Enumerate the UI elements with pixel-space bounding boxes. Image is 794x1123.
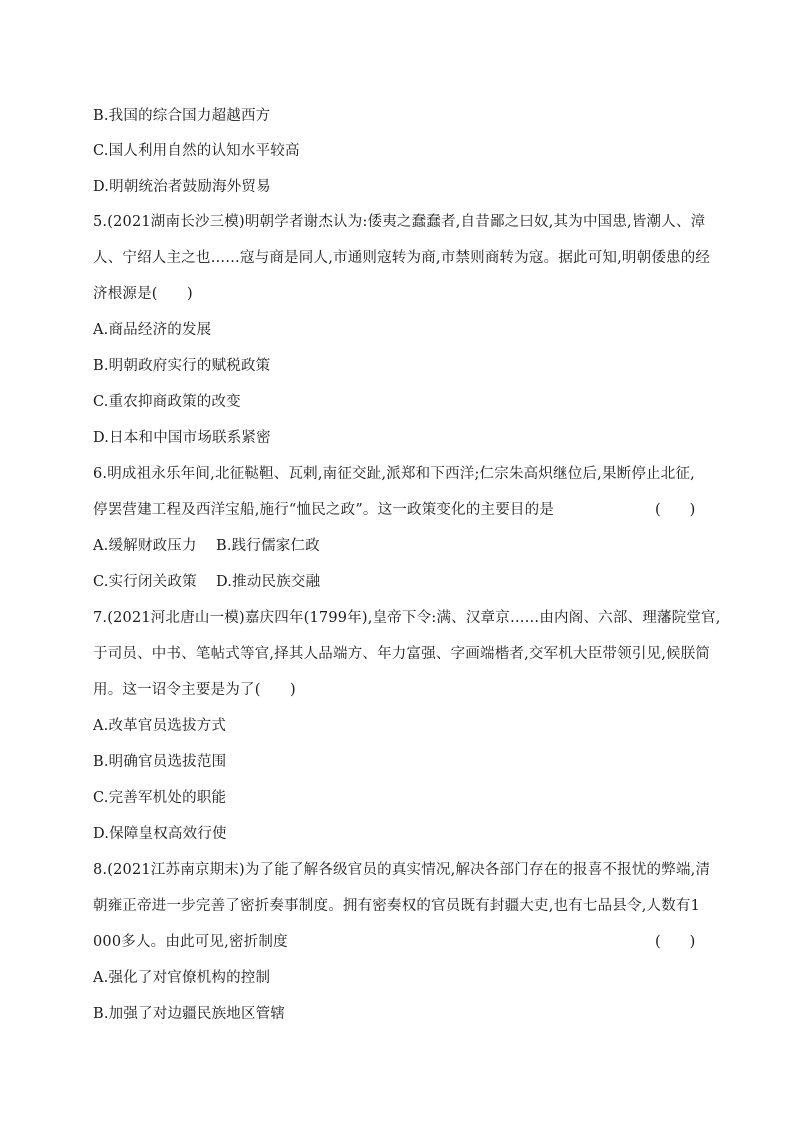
question-6-answer-bracket: ( ) [655,502,696,518]
question-8-line-2: 朝雍正帝进一步完善了密折奏事制度。拥有密奏权的官员既有封疆大吏,也有七品县令,人数有1 [93,898,701,914]
question-8-answer-bracket: ( ) [655,934,696,950]
question-6-options-row-2 [93,572,320,592]
question-7-option-c: C.完善军机处的职能 [93,790,227,806]
option-prev-b: B.我国的综合国力超越西方 [93,108,271,124]
question-7-option-d: D.保障皇权高效行使 [93,826,227,842]
question-7-line-2: 于司员、中书、笔帖式等官,择其人品端方、年力富强、字画端楷者,交军机大臣带领引见,候朕简 [93,646,711,662]
question-8-option-b: B.加强了对边疆民族地区管辖 [93,1006,286,1022]
question-5-line-1: 5.(2021湖南长沙三模)明朝学者谢杰认为:倭夷之蠢蠢者,自昔鄙之曰奴,其为中国患,皆潮人、漳 [93,214,706,230]
question-7-line-1: 7.(2021河北唐山一模)嘉庆四年(1799年),皇帝下令:满、汉章京……由内阁、六部、理藩院堂官, [93,610,721,626]
question-6-option-a: A.缓解财政压力 [93,538,197,554]
question-5-option-a: A.商品经济的发展 [93,322,212,338]
question-7-line-3: 用。这一诏令主要是为了( ) [93,682,296,698]
question-7-option-b: B.明确官员选拔范围 [93,754,227,770]
question-5-option-b: B.明朝政府实行的赋税政策 [93,358,271,374]
question-5-option-d: D.日本和中国市场联系紧密 [93,430,271,446]
question-6-option-b: B.践行儒家仁政 [216,538,320,554]
question-8-line-1: 8.(2021江苏南京期末)为了能了解各级官员的真实情况,解决各部门存在的报喜不报忧的弊端,清 [93,862,711,878]
option-prev-c: C.国人利用自然的认知水平较高 [93,143,300,159]
question-5-line-2: 人、宁绍人主之也……寇与商是同人,市通则寇转为商,市禁则商转为寇。据此可知,明朝倭患的经 [93,250,711,266]
question-6-line-2: 停罢营建工程及西洋宝船,施行“恤民之政”。这一政策变化的主要目的是 [93,502,555,518]
question-7-option-a: A.改革官员选拔方式 [93,718,227,734]
option-prev-d: D.明朝统治者鼓励海外贸易 [93,179,271,195]
question-6-option-d: D.推动民族交融 [216,574,321,590]
question-6-options-row-1 [93,536,320,556]
question-8-option-a: A.强化了对官僚机构的控制 [93,970,271,986]
question-8-line-3: 000多人。由此可见,密折制度 [93,934,288,950]
question-5-option-c: C.重农抑商政策的改变 [93,394,241,410]
question-6-option-c: C.实行闭关政策 [93,574,197,590]
question-5-line-3: 济根源是( ) [93,286,193,302]
question-6-line-1: 6.明成祖永乐年间,北征鞑靼、瓦剌,南征交趾,派郑和下西洋;仁宗朱高炽继位后,果断停止北征, [93,466,695,482]
